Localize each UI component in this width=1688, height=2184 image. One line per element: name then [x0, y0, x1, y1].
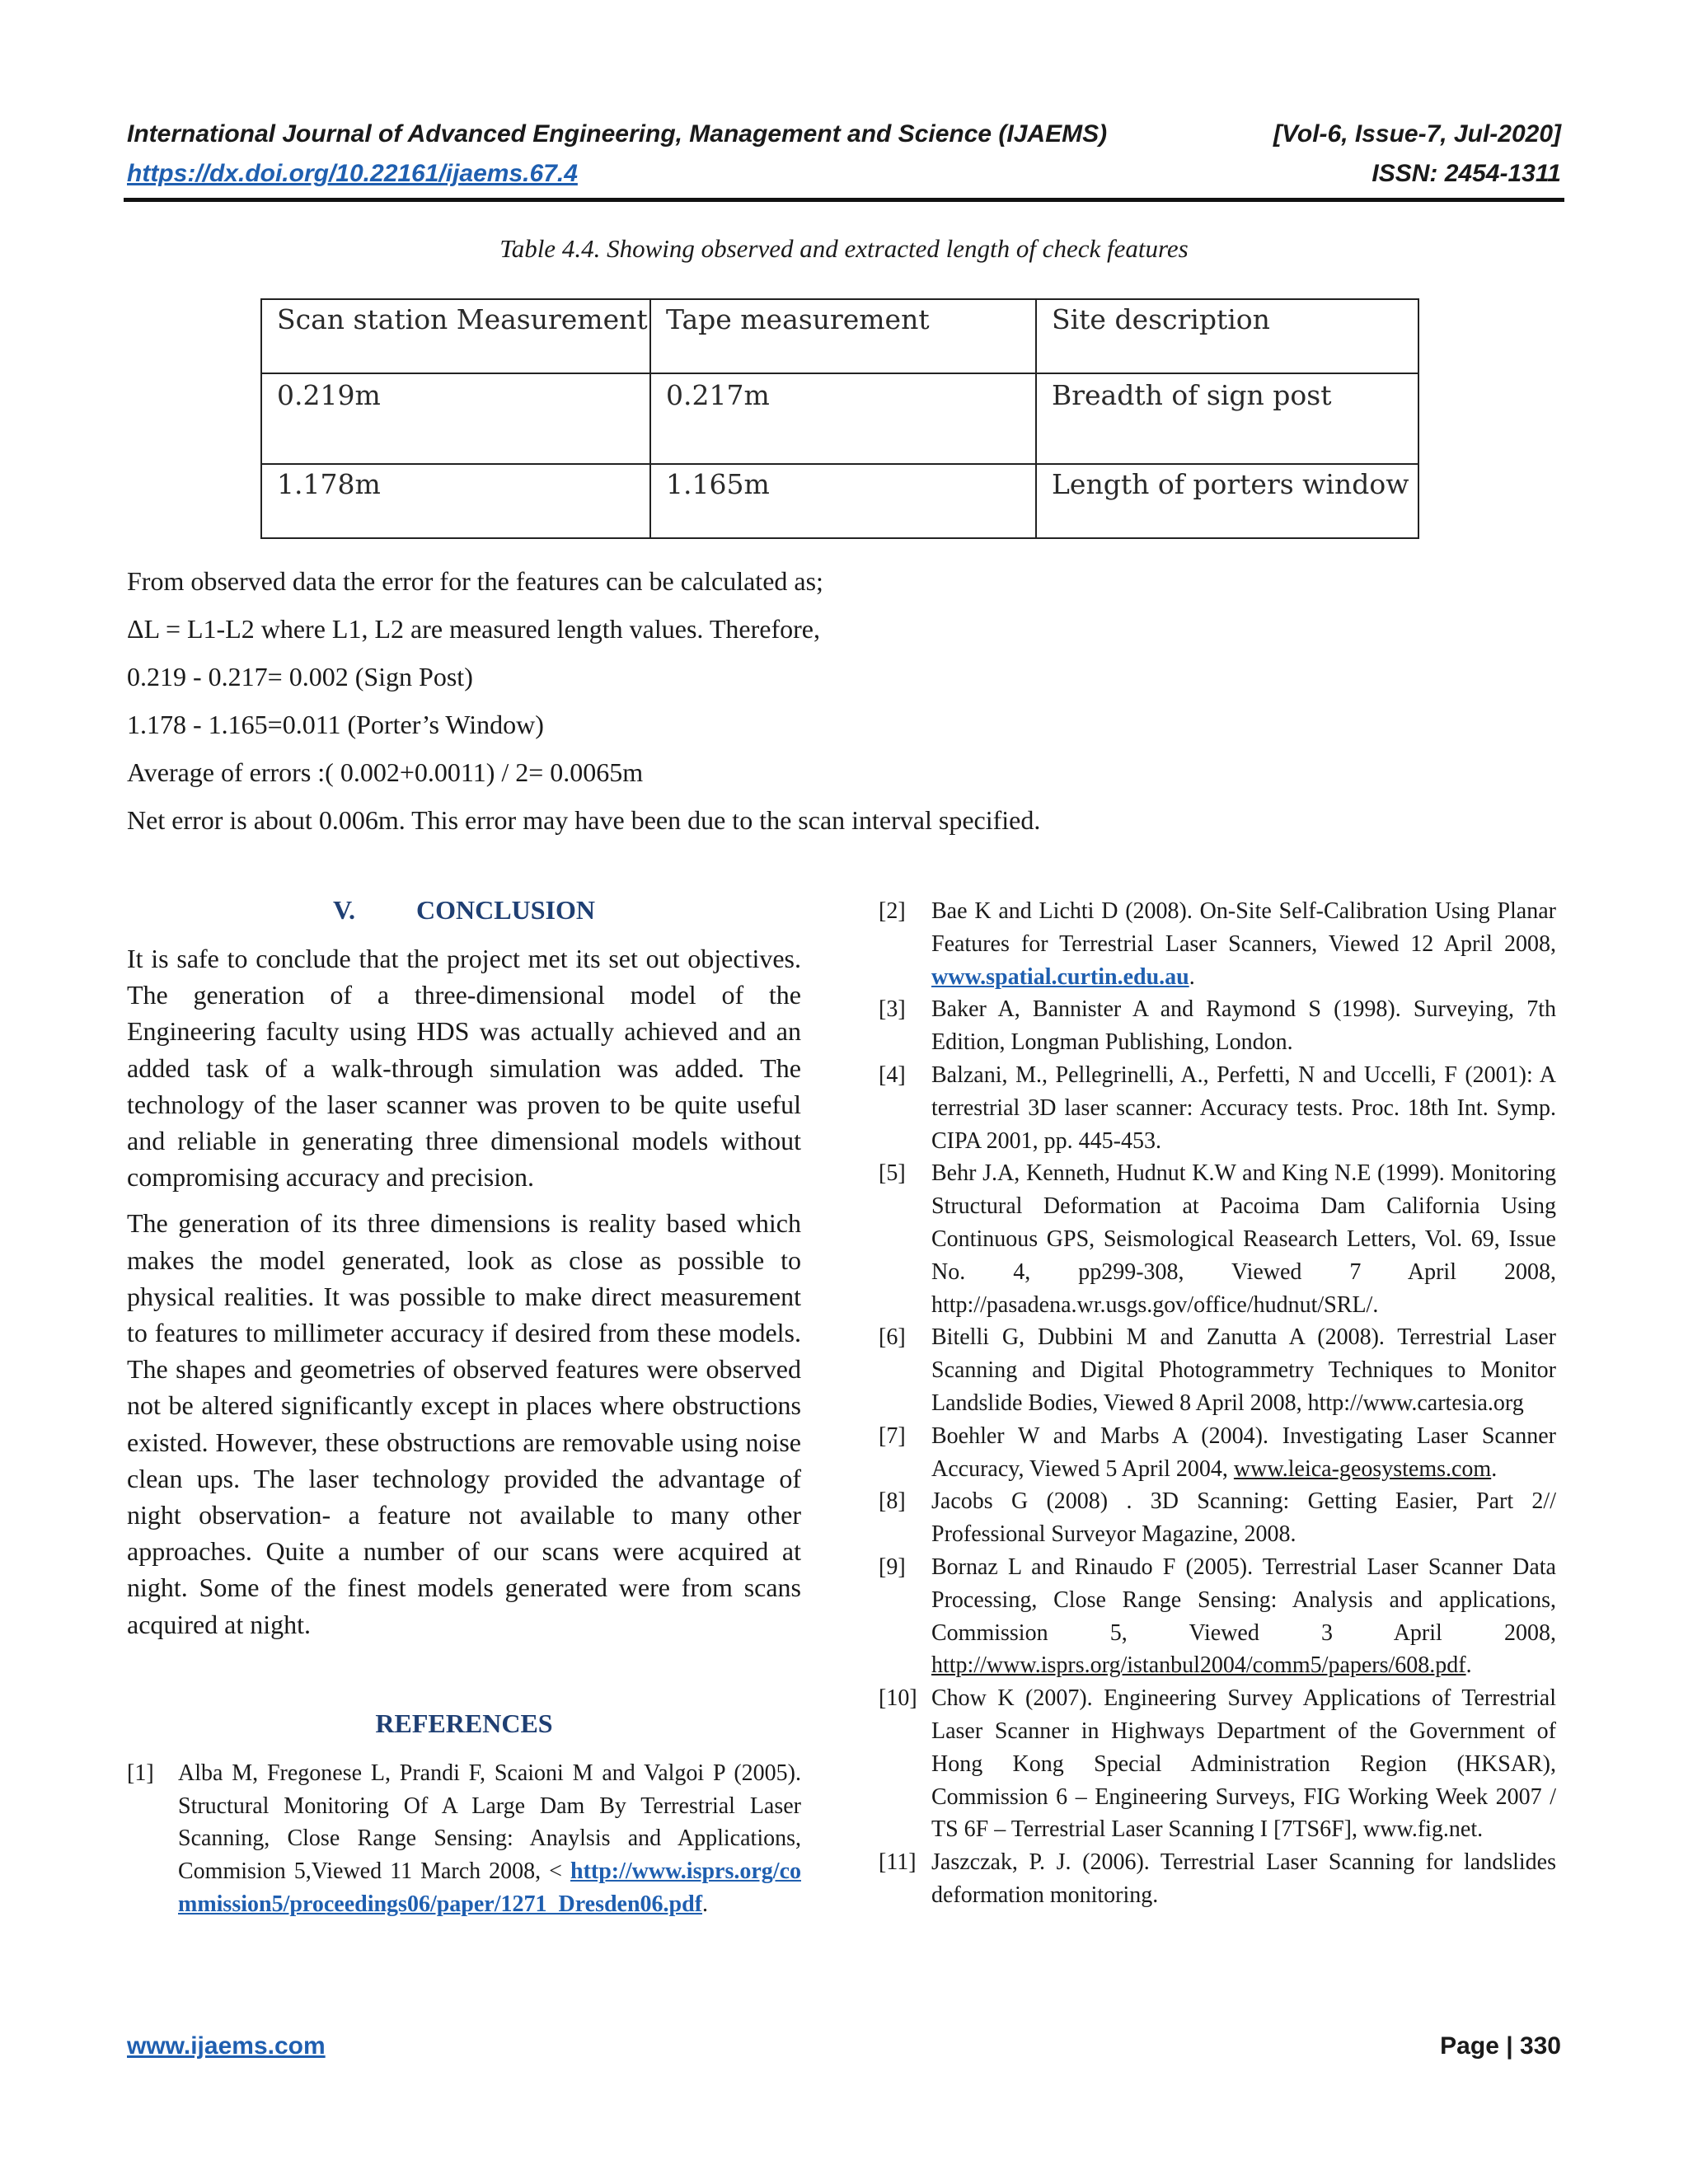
- reference-link[interactable]: http://www.isprs.org/commission5/proceedings06/paper/1271_Dresden06.pdf: [178, 1858, 801, 1918]
- table-cell: 1.178m: [261, 464, 650, 538]
- reference-item: [879, 1420, 1556, 1486]
- calc-line: Average of errors :( 0.002+0.0011) / 2= 0.0065m: [127, 757, 644, 787]
- table-cell: 0.217m: [650, 373, 1036, 464]
- reference-number: [6]: [879, 1324, 906, 1351]
- table-cell: 1.165m: [650, 464, 1036, 538]
- reference-number: [5]: [879, 1160, 906, 1187]
- doi-link[interactable]: https://dx.doi.org/10.22161/ijaems.67.4: [127, 160, 578, 187]
- reference-link[interactable]: www.leica-geosystems.com: [1233, 1455, 1492, 1482]
- table-cell: 0.219m: [261, 373, 650, 464]
- references-heading: REFERENCES: [375, 1708, 553, 1738]
- reference-text: Chow K (2007). Engineering Survey Applications of Terrestrial Laser Scanner in Highways Department of the Government of Hong Kong Special Administration Region (HKSAR), Commission 6 – Engineering Surveys, FIG Working Week 2007 / TS 6F – Terrestrial Laser Scanning I [7TS6F], www.fig.net.: [931, 1685, 1556, 1843]
- reference-tail: .: [702, 1891, 709, 1918]
- reference-item: [879, 993, 1556, 1059]
- table-header-cell: Scan station Measurement: [261, 299, 650, 373]
- reference-number: [4]: [879, 1062, 906, 1088]
- error-calculation: [127, 557, 1040, 844]
- reference-link[interactable]: http://www.isprs.org/istanbul2004/comm5/papers/608.pdf: [931, 1652, 1466, 1679]
- section-number: V.: [333, 895, 356, 925]
- reference-item: [879, 1321, 1556, 1419]
- section-heading-conclusion: [127, 895, 801, 926]
- reference-number: [1]: [127, 1760, 154, 1786]
- reference-text: Alba M, Fregonese L, Prandi F, Scaioni M and Valgoi P (2005). Structural Monitoring Of A Large Dam By Terrestrial Laser Scanning, Close Range Sensing: Anaylsis and Applications, Commision 5,Viewed 11 March 2008, <: [178, 1760, 801, 1885]
- reference-item: [879, 1551, 1556, 1682]
- reference-text: Balzani, M., Pellegrinelli, A., Perfetti, N and Uccelli, F (2001): A terrestrial 3D laser scanner: Accuracy tests. Proc. 18th Int. Symp. CIPA 2001, pp. 445-453.: [931, 1062, 1556, 1154]
- section-title: CONCLUSION: [416, 895, 595, 925]
- volume-issue: [Vol-6, Issue-7, Jul-2020]: [1273, 120, 1561, 148]
- reference-text: Baker A, Bannister A and Raymond S (1998). Surveying, 7th Edition, Longman Publishing, London.: [931, 996, 1556, 1056]
- reference-number: [10]: [879, 1685, 917, 1712]
- reference-tail: .: [1465, 1652, 1472, 1679]
- table-cell: Length of porters window: [1036, 464, 1418, 538]
- calc-line: Net error is about 0.006m. This error may have been due to the scan interval specified.: [127, 805, 1041, 835]
- conclusion-paragraph: The generation of its three dimensions is reality based which makes the model generated, look as close as possible to physical realities. It was possible to make direct measurement to features to millimeter accuracy if desired from these models. The shapes and geometries of observed features were observed not be altered significantly except in places where obstructions existed. However, these obstructions are removable using noise clean ups. The laser technology provided the advantage of night observation- a feature not available to many other approaches. Quite a number of our scans were acquired at night. Some of the finest models generated were from scans acquired at night.: [127, 1208, 801, 1639]
- journal-website-link[interactable]: www.ijaems.com: [127, 2032, 326, 2060]
- reference-item: [879, 1059, 1556, 1157]
- reference-number: [7]: [879, 1422, 906, 1449]
- table-cell: Breadth of sign post: [1036, 373, 1418, 464]
- table-row: [261, 373, 1418, 464]
- reference-number: [11]: [879, 1849, 917, 1876]
- reference-tail: .: [1189, 963, 1195, 990]
- table-row: [261, 464, 1418, 538]
- data-table: [260, 298, 1419, 539]
- reference-text: Bitelli G, Dubbini M and Zanutta A (2008). Terrestrial Laser Scanning and Digital Photogrammetry Techniques to Monitor Landslide Bodies, Viewed 8 April 2008, http://www.cartesia.org: [931, 1324, 1556, 1416]
- reference-number: [9]: [879, 1554, 906, 1580]
- reference-text: Jacobs G (2008) . 3D Scanning: Getting Easier, Part 2// Professional Surveyor Magazine, 2008.: [931, 1488, 1556, 1548]
- right-column: [879, 895, 1556, 1912]
- calc-line: 0.219 - 0.217= 0.002 (Sign Post): [127, 662, 473, 691]
- table-header-row: [261, 299, 1418, 373]
- reference-number: [3]: [879, 996, 906, 1023]
- header-rule: [124, 198, 1564, 202]
- calc-line: ΔL = L1-L2 where L1, L2 are measured length values. Therefore,: [127, 614, 820, 644]
- table-header-cell: Tape measurement: [650, 299, 1036, 373]
- reference-item: [879, 1682, 1556, 1846]
- issn: ISSN: 2454-1311: [1372, 160, 1561, 187]
- reference-list-left: [127, 1757, 801, 1921]
- reference-item: [127, 1757, 801, 1921]
- calc-line: From observed data the error for the features can be calculated as;: [127, 566, 823, 596]
- page-number: Page | 330: [1440, 2032, 1561, 2060]
- reference-text: Boehler W and Marbs A (2004). Investigating Laser Scanner Accuracy, Viewed 5 April 2004,: [931, 1422, 1556, 1482]
- reference-item: [879, 895, 1556, 993]
- reference-text: Behr J.A, Kenneth, Hudnut K.W and King N.E (1999). Monitoring Structural Deformation at Pacoima Dam California Using Continuous GPS, Seismological Reasearch Letters, Vol. 69, Issue No. 4, pp299-308, Viewed 7 April 2008, http://pasadena.wr.usgs.gov/office/hudnut/SRL/.: [931, 1160, 1556, 1318]
- table-header-cell: Site description: [1036, 299, 1418, 373]
- reference-number: [8]: [879, 1488, 906, 1515]
- reference-tail: .: [1491, 1455, 1498, 1482]
- left-column: [127, 895, 801, 1921]
- reference-number: [2]: [879, 898, 906, 924]
- reference-text: Bornaz L and Rinaudo F (2005). Terrestrial Laser Scanner Data Processing, Close Range Sensing: Analysis and applications, Commission 5, Viewed 3 April 2008,: [931, 1554, 1556, 1646]
- reference-text: Jaszczak, P. J. (2006). Terrestrial Laser Scanning for landslides deformation monitoring.: [931, 1849, 1556, 1908]
- journal-title: International Journal of Advanced Engineering, Management and Science (IJAEMS): [127, 120, 1108, 148]
- calc-line: 1.178 - 1.165=0.011 (Porter’s Window): [127, 710, 544, 739]
- table-caption: Table 4.4. Showing observed and extracted length of check features: [499, 234, 1189, 263]
- reference-link[interactable]: www.spatial.curtin.edu.au: [931, 963, 1189, 990]
- reference-item: [879, 1157, 1556, 1321]
- reference-item: [879, 1485, 1556, 1551]
- conclusion-paragraph: It is safe to conclude that the project met its set out objectives. The generation of a three-dimensional model of the Engineering faculty using HDS was actually achieved and an added task of a walk-through simulation was added. The technology of the laser scanner was proven to be quite useful and reliable in generating three dimensional models without compromising accuracy and precision.: [127, 944, 801, 1193]
- reference-text: Bae K and Lichti D (2008). On-Site Self-Calibration Using Planar Features for Terrestrial Laser Scanners, Viewed 12 April 2008,: [931, 898, 1556, 957]
- reference-item: [879, 1846, 1556, 1912]
